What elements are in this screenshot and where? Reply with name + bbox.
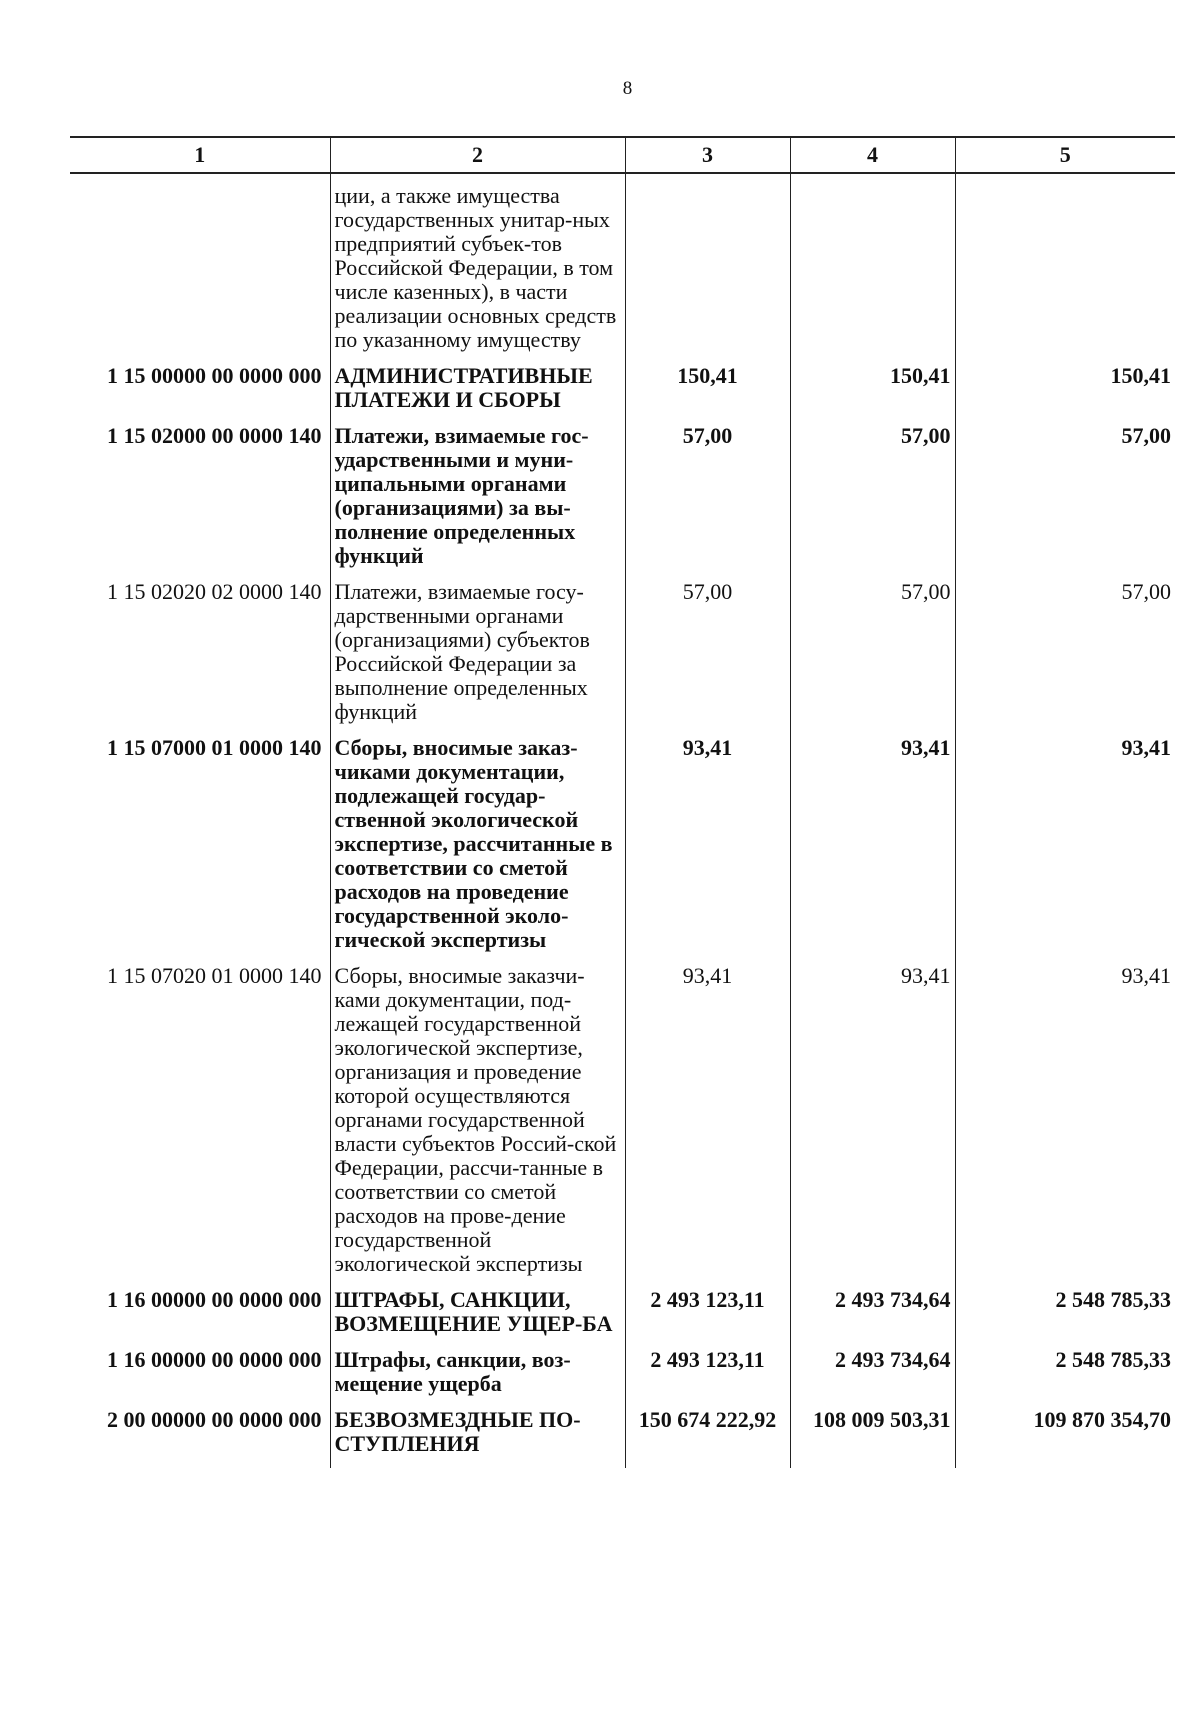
table-row [70, 1408, 1175, 1468]
row-code: 1 15 07020 01 0000 140 [107, 963, 322, 988]
row-name: Платежи, взимаемые госу-дарственными органами (организациями) субъектов Российской Федерации за выполнение определенных функций [330, 580, 625, 736]
row-value-4: 57,00 [790, 580, 955, 736]
row-value-5: 93,41 [955, 964, 1175, 1288]
row-name: АДМИНИСТРАТИВНЫЕ ПЛАТЕЖИ И СБОРЫ [330, 364, 625, 424]
row-name: ции, а также имущества государственных унитар-ных предприятий субъек-тов Российской Федерации, в том числе казенных), в части реализации основных средств по указанному имуществу [330, 173, 625, 364]
table-row [70, 364, 1175, 424]
row-value-4: 2 493 734,64 [790, 1288, 955, 1348]
table-row [70, 964, 1175, 1288]
row-value-4: 93,41 [790, 964, 955, 1288]
row-value-4: 57,00 [790, 424, 955, 580]
column-header-2: 2 [330, 137, 625, 173]
row-value-5: 57,00 [955, 580, 1175, 736]
row-code: 1 15 02000 00 0000 140 [107, 423, 322, 448]
row-value-5: 93,41 [955, 736, 1175, 964]
row-value-3: 93,41 [625, 964, 790, 1288]
row-value-3: 57,00 [625, 580, 790, 736]
row-name: Сборы, вносимые заказ-чиками документации, подлежащей государ-ственной экологической экспертизе, рассчитанные в соответствии со сметой расходов на проведение государственной эколо-гической экспертизы [330, 736, 625, 964]
table-row [70, 736, 1175, 964]
row-name: Платежи, взимаемые гос-ударственными и муни-ципальными органами (организациями) за вы-полнение определенных функций [330, 424, 625, 580]
row-value-4: 150,41 [790, 364, 955, 424]
column-header-1: 1 [70, 137, 330, 173]
page-number: 8 [622, 78, 633, 99]
table-row [70, 1288, 1175, 1348]
table-header-row [70, 137, 1175, 173]
row-value-3 [625, 173, 790, 364]
row-code: 1 16 00000 00 0000 000 [107, 1347, 322, 1372]
column-header-4: 4 [790, 137, 955, 173]
row-value-3: 2 493 123,11 [625, 1288, 790, 1348]
column-header-3: 3 [625, 137, 790, 173]
row-value-5: 2 548 785,33 [955, 1288, 1175, 1348]
row-value-5: 109 870 354,70 [955, 1408, 1175, 1468]
row-name: БЕЗВОЗМЕЗДНЫЕ ПО-СТУПЛЕНИЯ [330, 1408, 625, 1468]
row-value-3: 150 674 222,92 [625, 1408, 790, 1468]
row-value-3: 93,41 [625, 736, 790, 964]
row-value-4: 2 493 734,64 [790, 1348, 955, 1408]
row-code: 1 15 07000 01 0000 140 [107, 735, 322, 760]
row-code: 1 15 02020 02 0000 140 [107, 579, 322, 604]
budget-table [70, 136, 1175, 1468]
table-row [70, 580, 1175, 736]
table-row [70, 424, 1175, 580]
row-value-4: 108 009 503,31 [790, 1408, 955, 1468]
row-value-5 [955, 173, 1175, 364]
row-value-3: 150,41 [625, 364, 790, 424]
table-row [70, 173, 1175, 364]
row-code: 1 15 00000 00 0000 000 [107, 363, 322, 388]
row-value-5: 57,00 [955, 424, 1175, 580]
row-value-3: 2 493 123,11 [625, 1348, 790, 1408]
row-value-4 [790, 173, 955, 364]
row-code: 2 00 00000 00 0000 000 [107, 1407, 322, 1432]
row-value-5: 2 548 785,33 [955, 1348, 1175, 1408]
column-header-5: 5 [955, 137, 1175, 173]
row-name: Сборы, вносимые заказчи-ками документации, под-лежащей государственной экологической экспертизе, организация и проведение которой осуществляются органами государственной власти субъектов Россий-ской Федерации, рассчи-танные в соответствии со сметой расходов на прове-дение государственной экологической экспертизы [330, 964, 625, 1288]
row-value-3: 57,00 [625, 424, 790, 580]
row-code [70, 173, 330, 364]
row-name: ШТРАФЫ, САНКЦИИ, ВОЗМЕЩЕНИЕ УЩЕР-БА [330, 1288, 625, 1348]
row-name: Штрафы, санкции, воз-мещение ущерба [330, 1348, 625, 1408]
table-row [70, 1348, 1175, 1408]
row-value-4: 93,41 [790, 736, 955, 964]
row-value-5: 150,41 [955, 364, 1175, 424]
row-code: 1 16 00000 00 0000 000 [107, 1287, 322, 1312]
